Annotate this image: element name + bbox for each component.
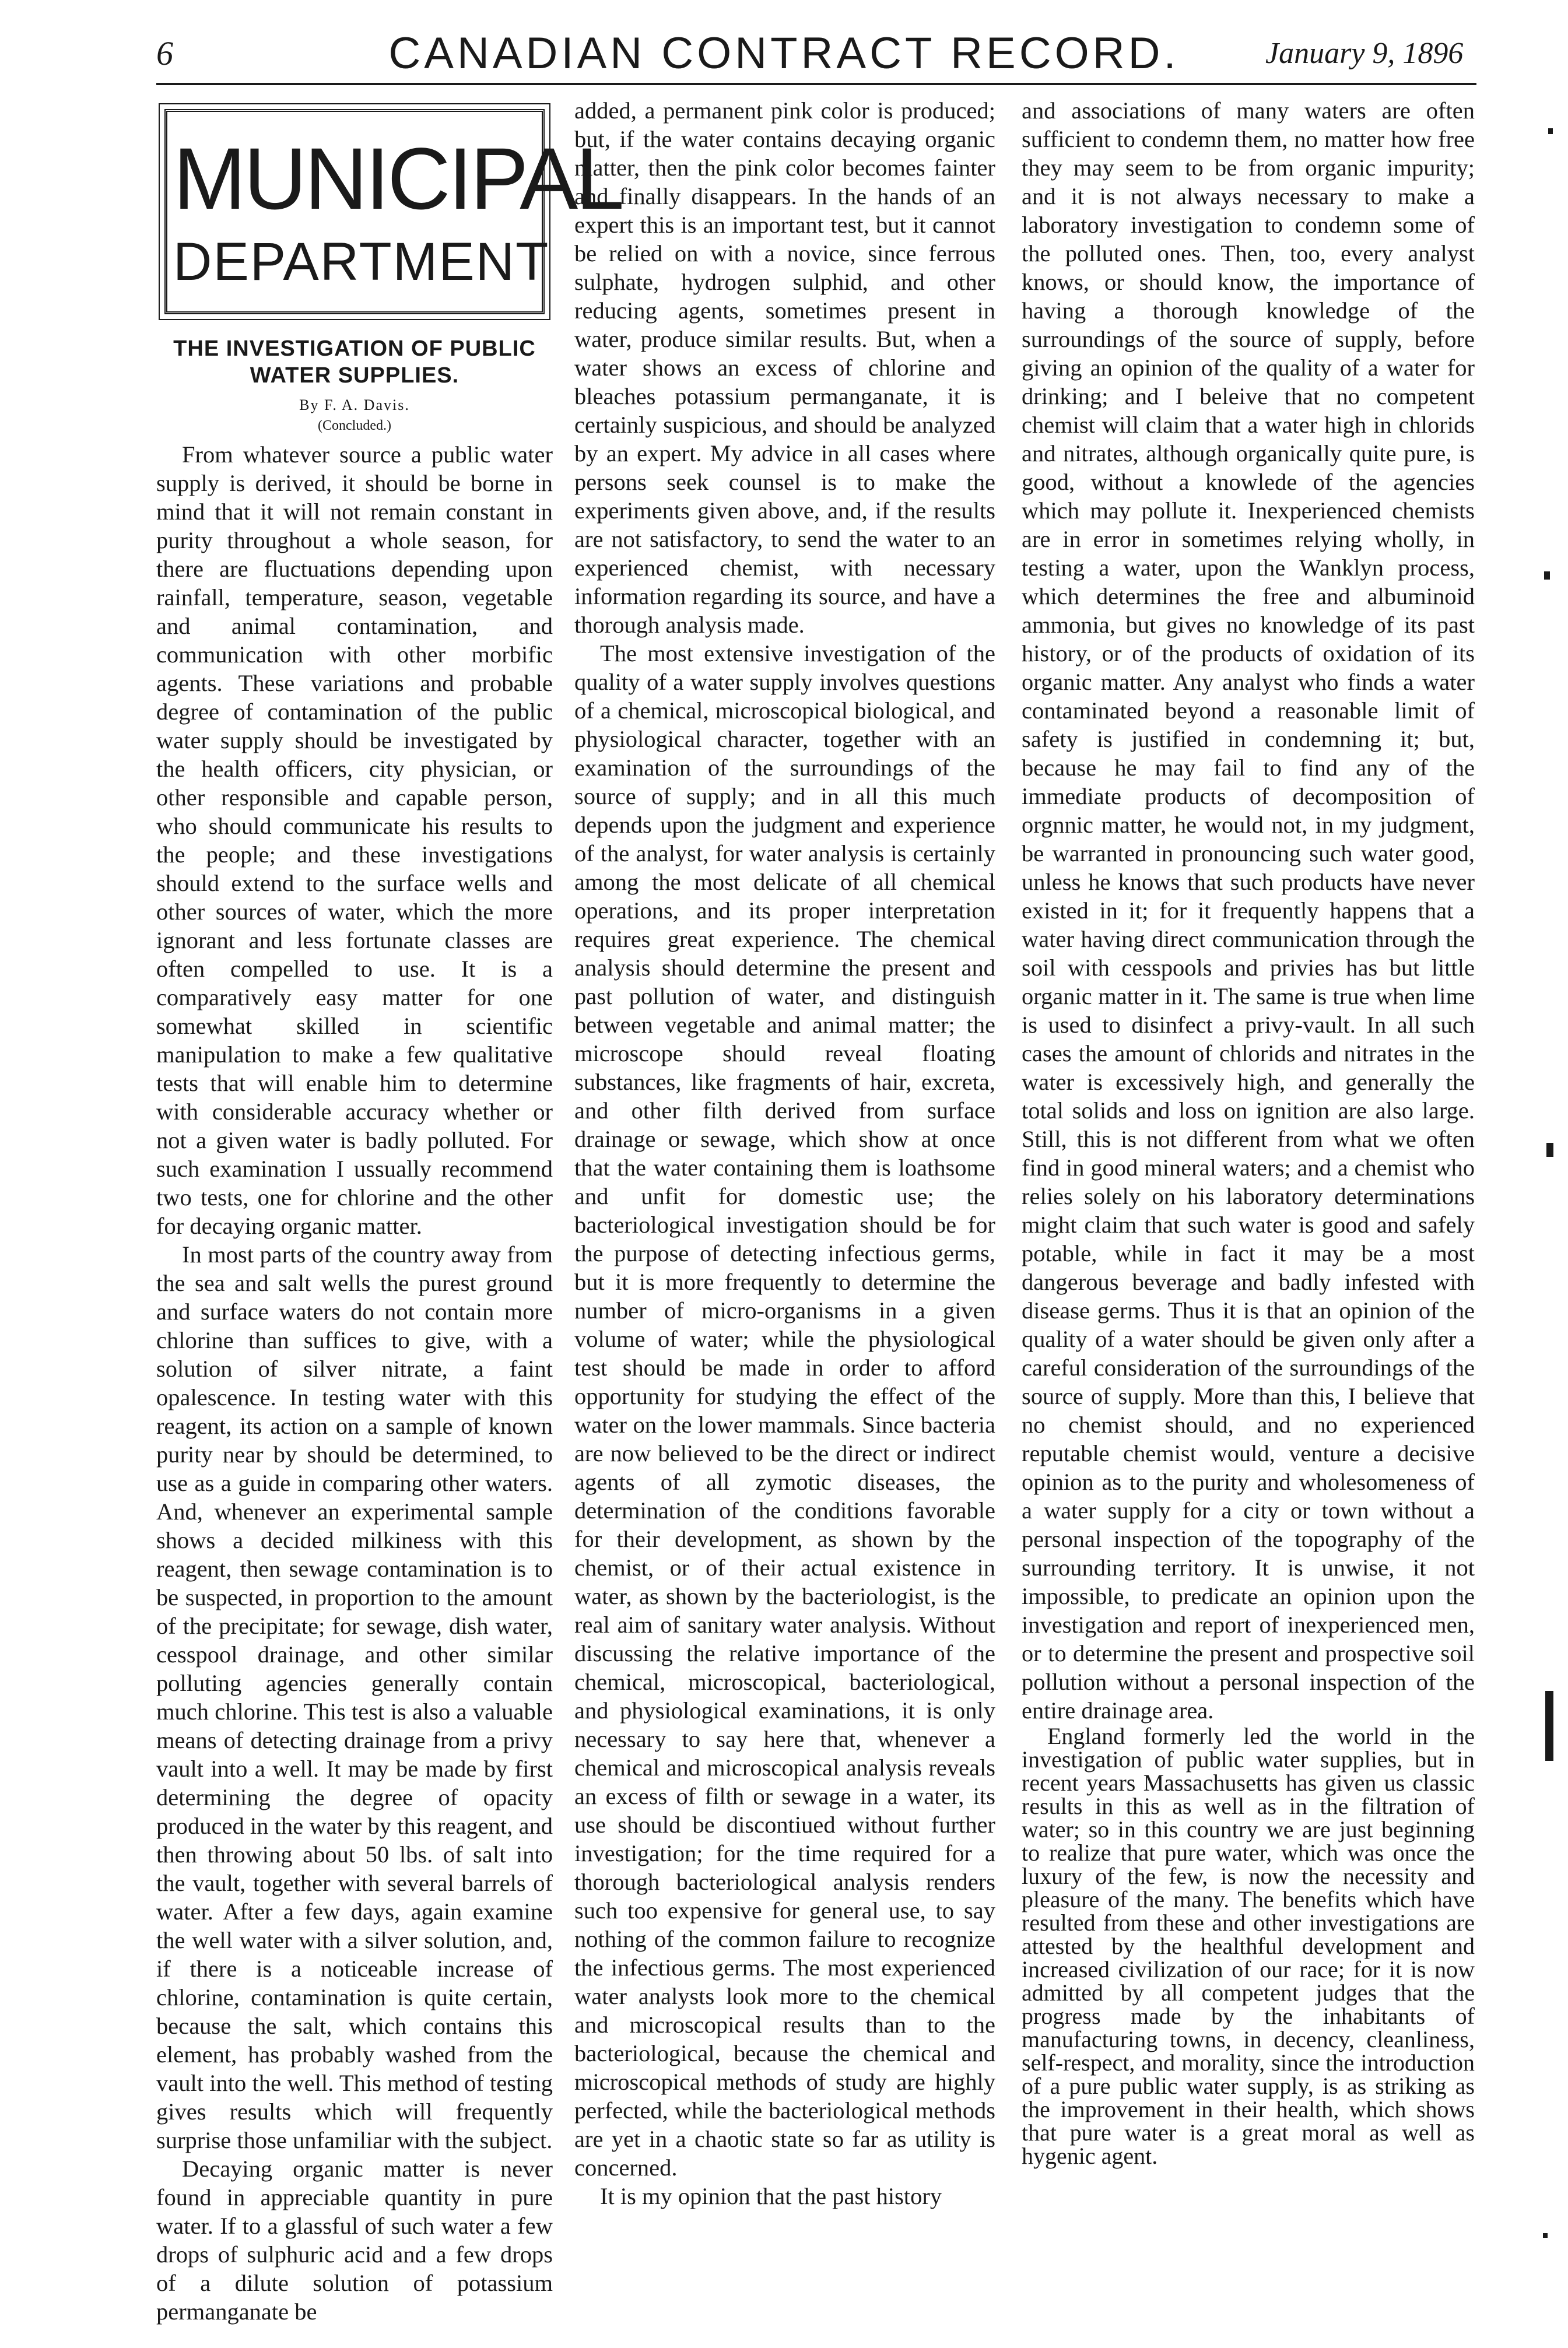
paragraph: England formerly led the world in the investigation of public water supplies, but in recent years Massachusetts has given us classic results in this as well as in the filtration of water; so in this country we are just beginning to realize that pure water, which was once the luxury of the few, is now the necessity and pleasure of the many. The benefits which have resulted from these and other investigations are attested by the healthful development and increased civilization of our race; for it is now admitted by all competent judges that the progress made by the inhabitants of manufacturing towns, in decency, cleanliness, self-respect, and morality, since the introduction of a pure public water supply, is as striking as the improvement in their health, which shows that pure water is a great moral as well as hygenic agent. <box>1022 1723 1475 2169</box>
department-title-line1: MUNICIPAL <box>173 129 622 227</box>
paragraph: From whatever source a public water supply is derived, it should be borne in mind that it will not remain constant in purity throughout a whole season, for there are fluctuations depending upon rainfall, temperature, season, vegetable and animal contamination, and communication with other morbific agents. These variations and probable degree of contamination of the public water supply should be investigated by the health officers, city physician, or other responsible and capable person, who should communicate his results to the people; and these investigations should extend to the surface wells and other sources of water, which the more ignorant and less fortunate classes are often compelled to use. It is a comparatively easy matter for one somewhat skilled in scientific manipulation to make a few qualitative tests that will enable him to determine with considerable accuracy whether or not a given water is badly polluted. For such examination I ussually recommend two tests, one for chlorine and the other for decaying organic matter. <box>156 441 553 1239</box>
column-1 <box>156 96 622 2329</box>
scan-speck <box>1548 128 1553 134</box>
header-rule <box>156 83 1476 85</box>
journal-title: CANADIAN CONTRACT RECORD. <box>388 29 1180 78</box>
article-byline: By F. A. Davis. <box>299 396 410 413</box>
paragraph: added, a permanent pink color is produced; but, if the water contains decaying organic matter, then the pink color becomes fainter and finally disappears. In the hands of an expert this is an important test, but it cannot be relied on with a novice, since ferrous sulphate, hydrogen sulphid, and other reducing agents, sometimes present in water, produce similar results. But, when a water shows an excess of chlorine and bleaches potassium permanganate, it is certainly suspicious, and should be analyzed by an expert. My advice in all cases where persons seek counsel is to make the experiments given above, and, if the results are not satisfactory, to send the water to an experienced chemist, with necessary information regarding its source, and have a thorough analysis made. <box>574 97 995 638</box>
scan-speck <box>1543 2233 1548 2238</box>
paragraph: In most parts of the country away from the sea and salt wells the purest ground and surface waters do not contain more chlorine than suffices to give, with a solution of silver nitrate, a faint opalescence. In testing water with this reagent, its action on a sample of known purity near by should be determined, to use as a guide in comparing other waters. And, whenever an experimental sample shows a decided milkiness with this reagent, then sewage contamination is to be suspected, in proportion to the amount of the precipitate; for sewage, dish water, cesspool drainage, and other similar polluting agencies generally contain much chlorine. This test is also a valuable means of detecting drainage from a privy vault into a well. It may be made by first determining the degree of opacity produced in the water by this reagent, and then throwing about 50 lbs. of salt into the vault, together with several barrels of water. After a few days, again examine the well water with a silver solution, and, if there is a noticeable increase of chlorine, contamination is quite certain, because the salt, which contains this element, has probably washed from the vault into the well. This method of testing gives results which will frequently surprise those unfamiliar with the subject. <box>156 1241 553 2153</box>
paragraph: and associations of many waters are often sufficient to condemn them, no matter how free they may seem to be from organic impurity; and it is not always necessary to make a laboratory investigation to condemn some of the polluted ones. Then, too, every analyst knows, or should know, the importance of having a thorough knowledge of the surroundings of the source of supply, before giving an opinion of the quality of a water for drinking; and I beleive that no competent chemist will claim that a water high in chlorids and nitrates, although organically quite pure, is good, without a knowlede of the agencies which may pollute it. Inexperienced chemists are in error in sometimes relying wholly, in testing a water, upon the Wanklyn process, which determines the free and albuminoid ammonia, but gives no knowledge of its past history, or of the products of oxidation of its organic matter. Any analyst who finds a water contaminated beyond a reasonable limit of safety is justified in condemning it; but, because he may fail to find any of the immediate products of decomposition of orgnnic matter, he would not, in my judgment, be warranted in pronouncing such water good, unless he knows that such products have never existed in it; for it frequently happens that a water having direct communication through the soil with cesspools and privies has but little organic matter in it. The same is true when lime is used to disinfect a privy-vault. In all such cases the amount of chlorids and nitrates in the water is excessively high, and generally the total solids and loss on ignition are also large. Still, this is not different from what we often find in good mineral waters; and a chemist who relies solely on his laboratory determinations might claim that such water is good and safely potable, while in fact it may be a most dangerous beverage and badly infested with disease germs. Thus it is that an opinion of the quality of a water should be given only after a careful consideration of the surroundings of the source of supply. More than this, I believe that no chemist should, and no experienced reputable chemist would, venture a decisive opinion as to the purity and wholesomeness of a water supply for a city or town without a personal inspection of the topography of the surrounding territory. It is unwise, it not impossible, to predicate an opinion upon the investigation and report of inexperienced men, or to determine the present and prospective soil pollution without a personal inspection of the entire drainage area. <box>1022 97 1475 1724</box>
scan-speck <box>1544 571 1550 580</box>
department-title-line2: DEPARTMENT <box>173 232 550 292</box>
paragraph: Decaying organic matter is never found in appreciable quantity in pure water. If to a glassful of such water a few drops of sulphuric acid and a few drops of a dilute solution of potassium permanganate be <box>156 2156 553 2325</box>
paragraph: It is my opinion that the past history <box>600 2183 942 2209</box>
department-banner <box>164 109 622 314</box>
page-number: 6 <box>156 34 173 72</box>
paragraph: The most extensive investigation of the quality of a water supply involves questions of a chemical, microscopical biological, and physiological character, together with an examination of the surroundings of the source of supply; and in all this much depends upon the judgment and experience of the analyst, for water analysis is certainly among the most delicate of all chemical operations, and its proper interpretation requires great experience. The chemical analysis should determine the present and past pollution of water, and distinguish between vegetable and animal matter; the microscope should reveal floating substances, like fragments of hair, excreta, and other filth derived from surface drainage or sewage, which show at once that the water containing them is loathsome and unfit for domestic use; the bacteriological investigation should be for the purpose of detecting infectious germs, but it is more frequently to determine the number of micro-organisms in a given volume of water; while the physiological test should be made in order to afford opportunity for studying the effect of the water on the lower mammals. Since bacteria are now believed to be the direct or indirect agents of all zymotic diseases, the determination of the conditions favorable for their development, as shown by the chemist, or of their actual existence in water, as shown by the bacteriologist, is the real aim of sanitary water analysis. Without discussing the relative importance of the chemical, microscopical, bacteriological, and physiological examinations, it is only necessary to say here that, whenever a chemical and microscopical analysis reveals an excess of filth or sewage in a water, its use should be discontiued without further investigation; for the time required for a thorough bacteriological analysis renders such too expensive for general use, to say nothing of the common failure to recognize the infectious germs. The most experienced water analysts look more to the chemical and microscopical results than to the bacteriological, because the chemical and microscopical methods of study are highly perfected, while the bacteriological methods are yet in a chaotic state so far as utility is concerned. <box>574 640 995 2181</box>
page-header <box>0 0 1568 82</box>
column-3 <box>1022 96 1475 2329</box>
scan-edge-mark <box>1545 1691 1553 1761</box>
column-2 <box>574 96 995 2329</box>
scan-speck <box>1546 1143 1553 1157</box>
issue-date: January 9, 1896 <box>1265 37 1464 70</box>
article-continued-note: (Concluded.) <box>318 418 391 433</box>
article-title: THE INVESTIGATION OF PUBLIC WATER SUPPLIES. <box>173 336 536 388</box>
